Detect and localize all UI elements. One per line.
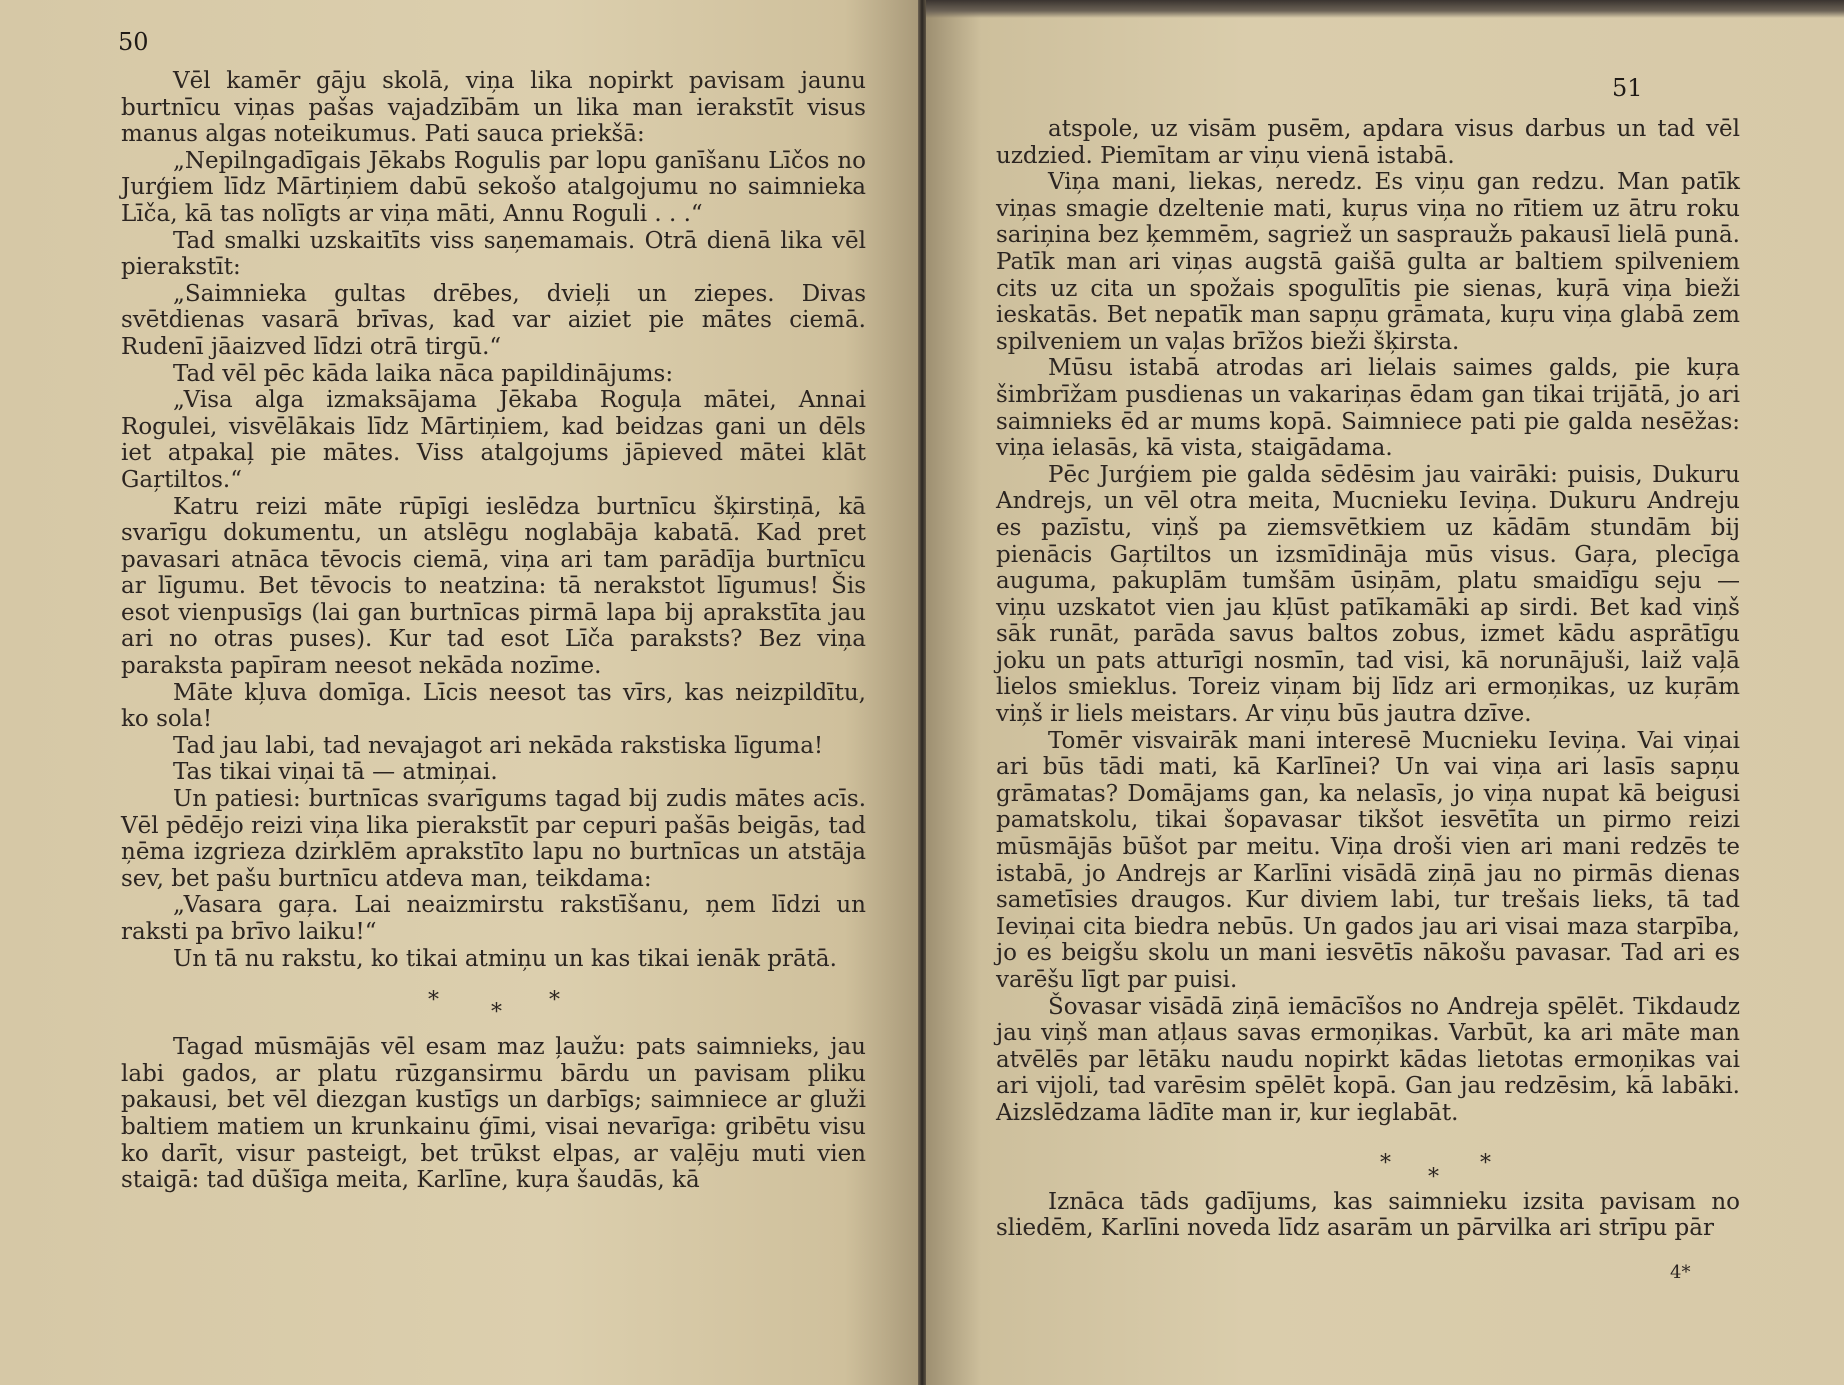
separator-star: * xyxy=(428,988,439,1014)
separator-star: * xyxy=(1380,1150,1391,1176)
paragraph: Viņa mani, liekas, neredz. Es viņu gan redzu. Man patīk viņas smagie dzeltenie mati, kuŗus viņa no rītiem uz ātru roku sariņina bez ķemmēm, sagriež un saspraužь pakausī lielā punā. Patīk man ari viņas augstā gaišā gulta ar baltiem spilveniem cits uz cita un spožais spogulītis pie sienas, kuŗā viņa bieži ieskatās. Bet nepatīk man sapņu grāmata, kuŗu viņa glabā zem spilveniem un vaļas brīžos bieži šķirsta. xyxy=(996,169,1740,355)
page-body xyxy=(121,68,866,1194)
paragraph: Tas tikai viņai tā — atmiņai. xyxy=(173,759,498,786)
paragraphs-before xyxy=(996,116,1740,1127)
paragraph: Vēl kamēr gāju skolā, viņa lika nopirkt pavisam jaunu burtnīcu viņas pašas vajadzībām un lika man ierakstīt visus manus algas noteikumus. Pati sauca priekšā: xyxy=(121,68,866,148)
book-gutter xyxy=(918,0,926,1385)
left-page xyxy=(0,0,918,1385)
paragraphs-after xyxy=(121,1034,866,1194)
separator-star: * xyxy=(491,1000,502,1026)
signature-mark: 4* xyxy=(1670,1262,1691,1283)
paragraph: Iznāca tāds gadījums, kas saimnieku izsita pavisam no sliedēm, Karlīni noveda līdz asarām un pārvilka ari strīpu pār xyxy=(996,1188,1740,1242)
separator-star: * xyxy=(549,988,560,1014)
paragraph: Tad jau labi, tad nevajagot ari nekāda rakstiska līguma! xyxy=(173,732,824,759)
section-separator xyxy=(996,1131,1740,1190)
separator-star: * xyxy=(1428,1164,1439,1190)
page-number: 50 xyxy=(118,28,149,56)
paragraph: Tagad mūsmājās vēl esam maz ļaužu: pats saimnieks, jau labi gados, ar platu rūzgansirmu bārdu un pavisam pliku pakausi, bet vēl diezgan kustīgs un darbīgs; saimniece ar gluži baltiem matiem un krunkainu ģīmi, visai nevarīga: gribētu visu ko darīt, visur pasteigt, bet trūkst elpas, ar vaļēju muti vien staigā: tad dūšīga meita, Karlīne, kuŗa šaudās, kā xyxy=(121,1034,866,1194)
paragraphs-before xyxy=(121,68,866,972)
paragraph: Katru reizi māte rūpīgi ieslēdza burtnīcu šķirstiņā, kā svarīgu dokumentu, un atslēgu noglabāja kabatā. Kad pret pavasari atnāca tēvocis ciemā, viņa ari tam parādīja burtnīcu ar līgumu. Bet tēvocis to neatzina: tā nerakstot līgumus! Šis esot vienpusīgs (lai gan burtnīcas pirmā lapa bij aprakstīta jau ari no otras puses). Kur tad esot Līča paraksts? Bez viņa paraksta papīram neesot nekāda nozīme. xyxy=(121,493,866,680)
paragraph: Šovasar visādā ziņā iemācīšos no Andreja spēlēt. Tikdaudz jau viņš man atļaus savas ermoņikas. Varbūt, ka ari māte man atvēlēs par lētāku naudu nopirkt kādas lietotas ermoņikas vai ari vijoli, tad varēsim spēlēt kopā. Gan jau redzēsim, kā labāki. Aizslēdzama lādīte man ir, kur ieglabāt. xyxy=(996,993,1740,1126)
paragraph: „Nepilngadīgais Jēkabs Rogulis par lopu ganīšanu Līčos no Jurģiem līdz Mārtiņiem dabū sekošo atalgojumu no saimnieka Līča, kā tas nolīgts ar viņa māti, Annu Roguli . . .“ xyxy=(121,147,866,227)
paragraph: „Visa alga izmaksājama Jēkaba Roguļa mātei, Annai Rogulei, visvēlākais līdz Mārtiņiem, kad beidzas gani un dēls iet atpakaļ pie mātes. Viss atalgojums jāpieved mātei klāt Gaŗtiltos.“ xyxy=(121,387,866,493)
paragraph: Mūsu istabā atrodas ari lielais saimes galds, pie kuŗa šimbrīžam pusdienas un vakariņas ēdam gan tikai trijātā, jo ari saimnieks ēd ar mums kopā. Saimniece pati pie galda nesēžas: viņa ielasās, kā vista, staigādama. xyxy=(996,355,1740,462)
paragraph: atspole, uz visām pusēm, apdara visus darbus un tad vēl uzdzied. Piemītam ar viņu vienā istabā. xyxy=(996,116,1740,169)
paragraph: Tomēr visvairāk mani interesē Mucnieku Ieviņa. Vai viņai ari būs tādi mati, kā Karlīnei? Un vai viņa ari lasīs sapņu grāmatas? Domājams gan, ka nelasīs, jo viņa nupat kā beigusi pamatskolu, tikai šopavasar tikšot iesvētīta un pirmo reizi mūsmājās būšot par meitu. Viņa droši vien ari mani redzēs te istabā, jo Andrejs ar Karlīni visādā ziņā jau no pirmās dienas sametīsies draugos. Kur diviem labi, tur trešais lieks, tā tad Ieviņai cita biedra nebūs. Un gados jau ari visai maza starpība, jo es beigšu skolu un mani iesvētīs nākošu pavasar. Tad ari es varēšu līgt par puisi. xyxy=(996,727,1740,993)
paragraphs-after xyxy=(996,1189,1740,1242)
page-number: 51 xyxy=(1612,74,1643,102)
section-separator xyxy=(121,976,866,1030)
paragraph: Tad smalki uzskaitīts viss saņemamais. Otrā dienā lika vēl pierakstīt: xyxy=(121,227,866,281)
paragraph: Pēc Jurģiem pie galda sēdēsim jau vairāki: puisis, Dukuru Andrejs, un vēl otra meita, Mucnieku Ieviņa. Dukuru Andreju es pazīstu, viņš pa ziemsvētkiem uz kādām stundām bij pienācis Gaŗtiltos un izsmīdināja mūs visus. Gaŗa, plecīga auguma, pakuplām tumšām ūsiņām, platu smaidīgu seju — viņu uzskatot vien jau kļūst patīkamāki ap sirdi. Bet kad viņš sāk runāt, parāda savus baltos zobus, izmet kādu asprātīgu joku un pats atturīgi nosmīn, tad visi, kā norunājuši, laiž vaļā lielos smieklus. Toreiz viņam bij līdz ari ermoņikas, uz kuŗām viņš ir liels meistars. Ar viņu būs jautra dzīve. xyxy=(996,461,1740,728)
separator-star: * xyxy=(1480,1150,1491,1176)
paragraph: „Vasara gaŗa. Lai neaizmirstu rakstīšanu, ņem līdzi un raksti pa brīvo laiku!“ xyxy=(121,892,866,945)
paragraph: Un tā nu rakstu, ko tikai atmiņu un kas tikai ienāk prātā. xyxy=(173,945,837,972)
page-body xyxy=(996,116,1740,1242)
paragraph: Un patiesi: burtnīcas svarīgums tagad bij zudis mātes acīs. Vēl pēdējo reizi viņa lika pierakstīt par cepuri pašās beigās, tad ņēma izgrieza dzirklēm aprakstīto lapu no burtnīcas un atstāja sev, bet pašu burtnīcu atdeva man, teikdama: xyxy=(121,786,866,892)
paragraph: Tad vēl pēc kāda laika nāca papildinājums: xyxy=(173,360,674,387)
paragraph: „Saimnieka gultas drēbes, dvieļi un ziepes. Divas svētdienas vasarā brīvas, kad var aiziet pie mātes ciemā. Rudenī jāaizved līdzi otrā tirgū.“ xyxy=(121,280,866,360)
paragraph: Māte kļuva domīga. Līcis neesot tas vīrs, kas neizpildītu, ko sola! xyxy=(121,679,866,733)
right-page xyxy=(926,0,1844,1385)
